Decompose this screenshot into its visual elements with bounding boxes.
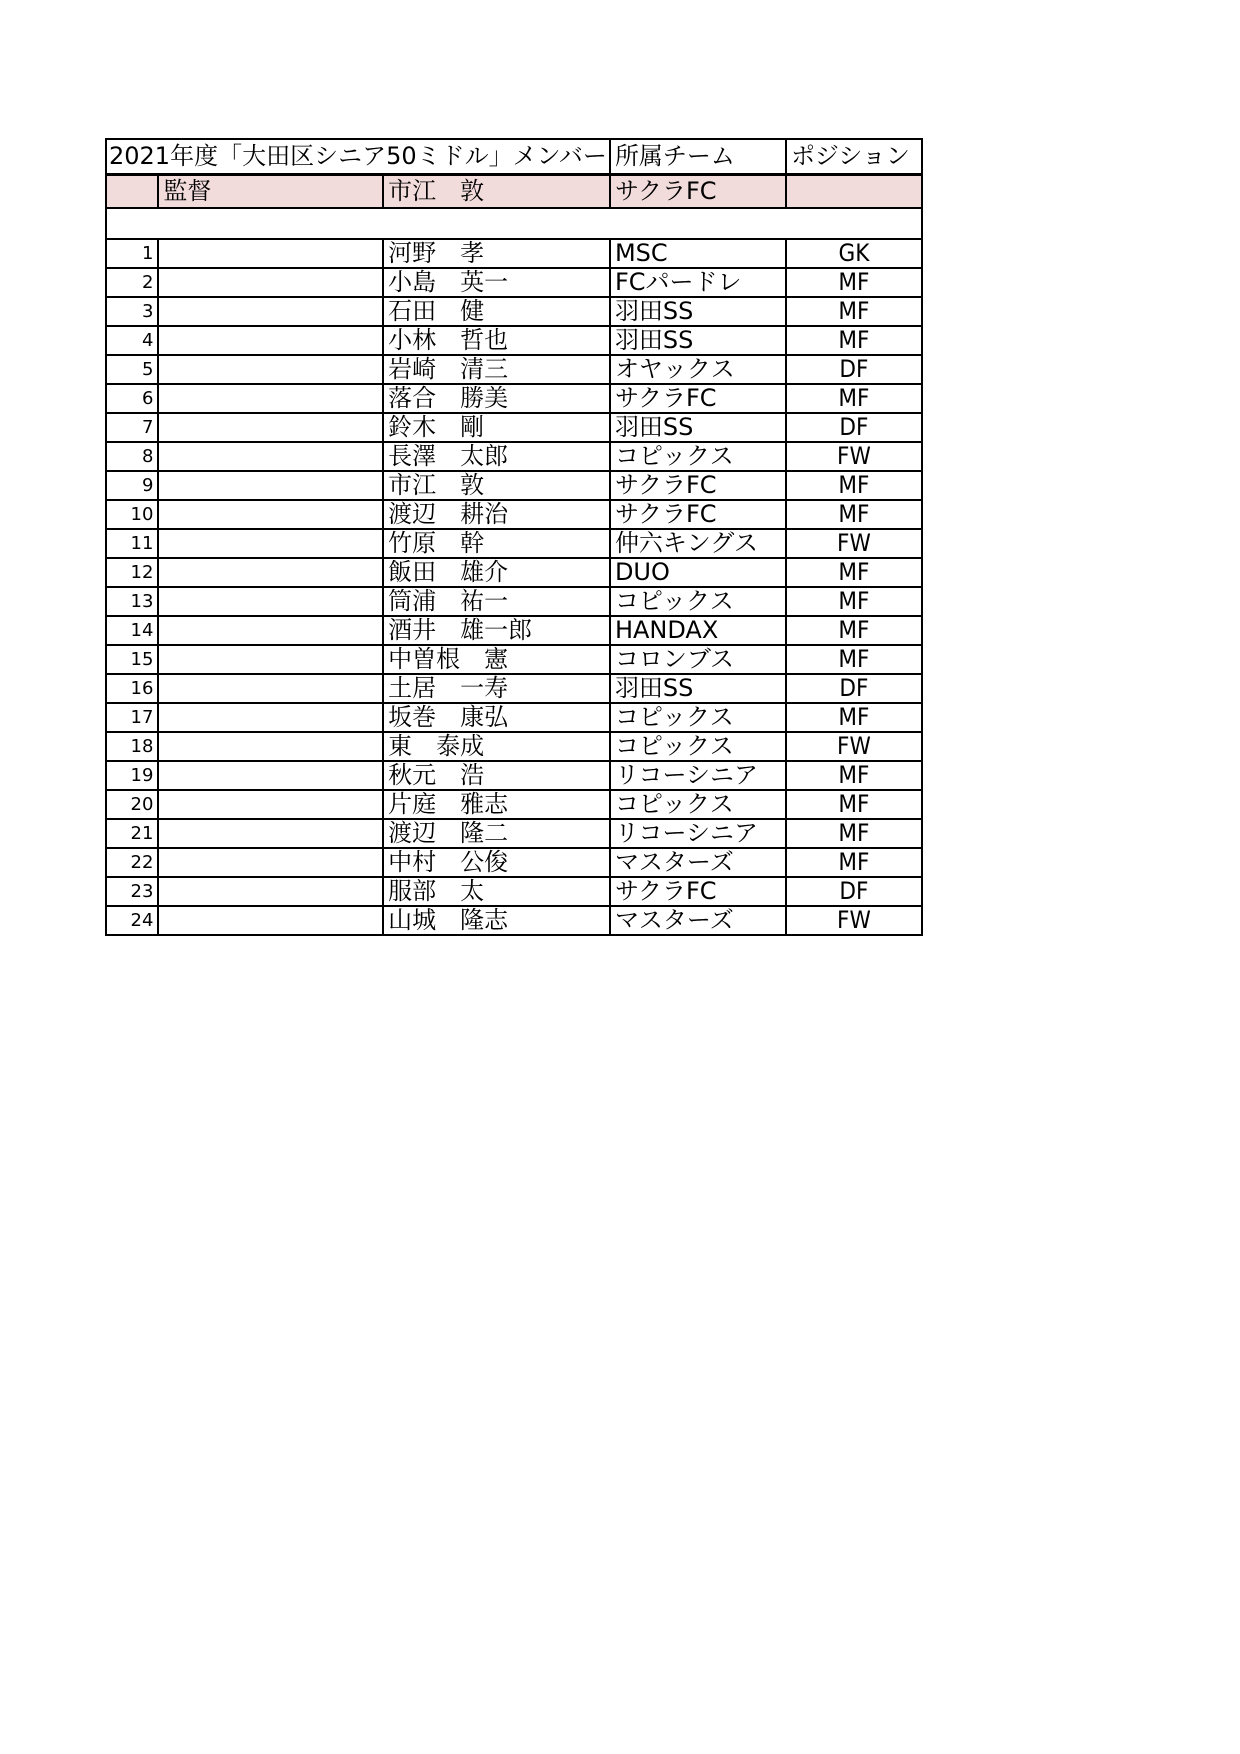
player-number: 17 bbox=[130, 707, 154, 728]
member-table-body bbox=[106, 139, 922, 935]
player-team-cell[interactable] bbox=[610, 645, 786, 674]
player-team-cell[interactable] bbox=[610, 616, 786, 645]
player-role-cell[interactable] bbox=[158, 587, 383, 616]
player-number: 10 bbox=[130, 504, 154, 525]
player-name: 河野 孝 bbox=[388, 239, 485, 267]
player-name: 鈴木 剛 bbox=[388, 413, 485, 441]
player-position-cell[interactable] bbox=[786, 732, 922, 761]
player-role-cell[interactable] bbox=[158, 384, 383, 413]
player-number-cell[interactable] bbox=[106, 732, 158, 761]
player-position: FW bbox=[837, 529, 871, 557]
player-team-cell[interactable] bbox=[610, 326, 786, 355]
player-role-cell[interactable] bbox=[158, 674, 383, 703]
player-role-cell[interactable] bbox=[158, 906, 383, 935]
player-name: 酒井 雄一郎 bbox=[388, 616, 533, 644]
player-team-cell[interactable] bbox=[610, 239, 786, 268]
player-row bbox=[106, 877, 922, 906]
player-team: コロンブス bbox=[614, 645, 734, 673]
player-number-cell[interactable] bbox=[106, 297, 158, 326]
player-row bbox=[106, 645, 922, 674]
player-name: 中村 公俊 bbox=[388, 848, 509, 876]
player-name-cell[interactable] bbox=[383, 442, 610, 471]
player-role-cell[interactable] bbox=[158, 645, 383, 674]
player-number: 18 bbox=[130, 736, 154, 757]
player-number: 1 bbox=[141, 243, 154, 264]
player-team: コピックス bbox=[614, 442, 734, 470]
player-position-cell[interactable] bbox=[786, 529, 922, 558]
player-row bbox=[106, 587, 922, 616]
player-team: サクラFC bbox=[614, 877, 717, 905]
coach-position-cell[interactable] bbox=[786, 175, 922, 209]
player-team-cell[interactable] bbox=[610, 819, 786, 848]
player-number-cell[interactable] bbox=[106, 326, 158, 355]
player-name-cell[interactable] bbox=[383, 239, 610, 268]
player-team: オヤックス bbox=[614, 355, 735, 383]
player-name: 坂巻 康弘 bbox=[388, 703, 509, 731]
player-row bbox=[106, 819, 922, 848]
player-name-cell[interactable] bbox=[383, 761, 610, 790]
player-name-cell[interactable] bbox=[383, 355, 610, 384]
player-role-cell[interactable] bbox=[158, 732, 383, 761]
player-team-cell[interactable] bbox=[610, 442, 786, 471]
player-number-cell[interactable] bbox=[106, 848, 158, 877]
player-number: 6 bbox=[141, 388, 154, 409]
player-role-cell[interactable] bbox=[158, 442, 383, 471]
player-name: 秋元 浩 bbox=[388, 761, 485, 789]
player-number: 19 bbox=[130, 765, 154, 786]
player-number: 5 bbox=[141, 359, 154, 380]
player-name: 土居 一寿 bbox=[388, 674, 509, 702]
player-team: 羽田SS bbox=[614, 297, 694, 325]
player-name-cell[interactable] bbox=[383, 297, 610, 326]
player-row bbox=[106, 848, 922, 877]
player-position-cell[interactable] bbox=[786, 877, 922, 906]
player-role-cell[interactable] bbox=[158, 877, 383, 906]
player-team-cell[interactable] bbox=[610, 500, 786, 529]
player-position: MF bbox=[838, 268, 870, 296]
player-role-cell[interactable] bbox=[158, 848, 383, 877]
player-team-cell[interactable] bbox=[610, 732, 786, 761]
player-position-cell[interactable] bbox=[786, 500, 922, 529]
player-name: 東 泰成 bbox=[388, 732, 485, 760]
player-number-cell[interactable] bbox=[106, 616, 158, 645]
member-table bbox=[105, 138, 923, 936]
player-number-cell[interactable] bbox=[106, 877, 158, 906]
sheet-title-cell[interactable] bbox=[106, 139, 610, 175]
player-role-cell[interactable] bbox=[158, 297, 383, 326]
player-row bbox=[106, 268, 922, 297]
player-number: 23 bbox=[130, 881, 154, 902]
player-position: FW bbox=[837, 906, 871, 934]
player-position: MF bbox=[838, 326, 870, 354]
spacer-row bbox=[106, 208, 922, 239]
coach-team: サクラFC bbox=[614, 177, 717, 205]
player-name: 市江 敦 bbox=[388, 471, 485, 499]
player-name-cell[interactable] bbox=[383, 906, 610, 935]
player-role-cell[interactable] bbox=[158, 819, 383, 848]
player-team: マスターズ bbox=[614, 848, 734, 876]
player-number: 9 bbox=[141, 475, 154, 496]
player-number-cell[interactable] bbox=[106, 703, 158, 732]
coach-role-cell[interactable] bbox=[158, 175, 383, 209]
player-position-cell[interactable] bbox=[786, 297, 922, 326]
player-team: リコーシニア bbox=[614, 819, 758, 847]
player-team: マスターズ bbox=[614, 906, 734, 934]
player-name: 渡辺 耕治 bbox=[388, 500, 509, 528]
player-name: 渡辺 隆二 bbox=[388, 819, 509, 847]
player-number-cell[interactable] bbox=[106, 442, 158, 471]
player-position-cell[interactable] bbox=[786, 819, 922, 848]
player-team-cell[interactable] bbox=[610, 355, 786, 384]
player-role-cell[interactable] bbox=[158, 500, 383, 529]
player-name: 山城 隆志 bbox=[388, 906, 509, 934]
player-role-cell[interactable] bbox=[158, 239, 383, 268]
player-role-cell[interactable] bbox=[158, 529, 383, 558]
player-position-cell[interactable] bbox=[786, 587, 922, 616]
player-name-cell[interactable] bbox=[383, 268, 610, 297]
player-name-cell[interactable] bbox=[383, 645, 610, 674]
player-row bbox=[106, 732, 922, 761]
player-name-cell[interactable] bbox=[383, 732, 610, 761]
player-row bbox=[106, 616, 922, 645]
player-number: 2 bbox=[141, 272, 154, 293]
player-name: 竹原 幹 bbox=[388, 529, 485, 557]
player-number-cell[interactable] bbox=[106, 819, 158, 848]
player-position: DF bbox=[839, 355, 869, 383]
player-number: 11 bbox=[130, 533, 154, 554]
coach-team-cell[interactable] bbox=[610, 175, 786, 209]
player-name-cell[interactable] bbox=[383, 558, 610, 587]
player-number: 15 bbox=[130, 649, 154, 670]
player-team-cell[interactable] bbox=[610, 413, 786, 442]
player-name: 服部 太 bbox=[388, 877, 485, 905]
player-team-cell[interactable] bbox=[610, 384, 786, 413]
player-name-cell[interactable] bbox=[383, 616, 610, 645]
player-number: 3 bbox=[141, 301, 154, 322]
player-number-cell[interactable] bbox=[106, 906, 158, 935]
player-team-cell[interactable] bbox=[610, 529, 786, 558]
player-position-cell[interactable] bbox=[786, 442, 922, 471]
player-position: MF bbox=[838, 558, 870, 586]
player-team-cell[interactable] bbox=[610, 587, 786, 616]
player-row bbox=[106, 442, 922, 471]
player-number-cell[interactable] bbox=[106, 384, 158, 413]
player-position: MF bbox=[838, 790, 870, 818]
player-row bbox=[106, 558, 922, 587]
coach-num-cell[interactable] bbox=[106, 175, 158, 209]
player-name: 小林 哲也 bbox=[388, 326, 509, 354]
player-row bbox=[106, 529, 922, 558]
player-team: サクラFC bbox=[614, 500, 717, 528]
player-number: 20 bbox=[130, 794, 154, 815]
player-row bbox=[106, 674, 922, 703]
player-role-cell[interactable] bbox=[158, 471, 383, 500]
player-name: 岩崎 清三 bbox=[388, 355, 509, 383]
player-role-cell[interactable] bbox=[158, 761, 383, 790]
player-position: MF bbox=[838, 848, 870, 876]
player-role-cell[interactable] bbox=[158, 703, 383, 732]
player-position: MF bbox=[838, 819, 870, 847]
player-team: MSC bbox=[614, 239, 668, 267]
player-position: MF bbox=[838, 297, 870, 325]
player-row bbox=[106, 413, 922, 442]
player-position: DF bbox=[839, 877, 869, 905]
player-team-cell[interactable] bbox=[610, 471, 786, 500]
player-position: MF bbox=[838, 761, 870, 789]
player-position-cell[interactable] bbox=[786, 616, 922, 645]
player-team-cell[interactable] bbox=[610, 558, 786, 587]
player-name-cell[interactable] bbox=[383, 877, 610, 906]
player-name-cell[interactable] bbox=[383, 703, 610, 732]
player-team-cell[interactable] bbox=[610, 906, 786, 935]
player-name: 長澤 太郎 bbox=[388, 442, 509, 470]
player-position-cell[interactable] bbox=[786, 384, 922, 413]
player-number-cell[interactable] bbox=[106, 500, 158, 529]
player-number-cell[interactable] bbox=[106, 239, 158, 268]
player-row bbox=[106, 790, 922, 819]
coach-name: 市江 敦 bbox=[388, 177, 485, 205]
player-team-cell[interactable] bbox=[610, 790, 786, 819]
team-header: 所属チーム bbox=[614, 142, 735, 170]
player-position-cell[interactable] bbox=[786, 848, 922, 877]
player-number: 12 bbox=[130, 562, 154, 583]
player-name: 筒浦 祐一 bbox=[388, 587, 509, 615]
player-number: 14 bbox=[130, 620, 154, 641]
position-header: ポジション bbox=[790, 142, 910, 170]
player-name-cell[interactable] bbox=[383, 674, 610, 703]
player-name-cell[interactable] bbox=[383, 500, 610, 529]
player-role-cell[interactable] bbox=[158, 355, 383, 384]
player-number: 7 bbox=[141, 417, 154, 438]
player-number-cell[interactable] bbox=[106, 471, 158, 500]
player-position: MF bbox=[838, 587, 870, 615]
player-number: 21 bbox=[130, 823, 154, 844]
player-team-cell[interactable] bbox=[610, 703, 786, 732]
player-position-cell[interactable] bbox=[786, 326, 922, 355]
player-row bbox=[106, 239, 922, 268]
player-role-cell[interactable] bbox=[158, 326, 383, 355]
player-team: コピックス bbox=[614, 703, 734, 731]
player-number-cell[interactable] bbox=[106, 268, 158, 297]
player-name: 片庭 雅志 bbox=[388, 790, 509, 818]
player-position-cell[interactable] bbox=[786, 471, 922, 500]
player-name-cell[interactable] bbox=[383, 326, 610, 355]
player-row bbox=[106, 761, 922, 790]
player-number: 13 bbox=[130, 591, 154, 612]
player-name: 小島 英一 bbox=[388, 268, 509, 296]
player-number-cell[interactable] bbox=[106, 413, 158, 442]
player-name-cell[interactable] bbox=[383, 790, 610, 819]
player-team: DUO bbox=[614, 558, 670, 586]
player-number: 16 bbox=[130, 678, 154, 699]
player-position-cell[interactable] bbox=[786, 674, 922, 703]
player-name-cell[interactable] bbox=[383, 848, 610, 877]
player-number-cell[interactable] bbox=[106, 761, 158, 790]
player-row bbox=[106, 384, 922, 413]
player-number-cell[interactable] bbox=[106, 529, 158, 558]
player-position-cell[interactable] bbox=[786, 413, 922, 442]
player-row bbox=[106, 703, 922, 732]
player-number-cell[interactable] bbox=[106, 790, 158, 819]
player-team: 仲六キングス bbox=[614, 529, 758, 557]
player-position: MF bbox=[838, 384, 870, 412]
player-position-cell[interactable] bbox=[786, 268, 922, 297]
player-team: サクラFC bbox=[614, 384, 717, 412]
player-role-cell[interactable] bbox=[158, 268, 383, 297]
player-name-cell[interactable] bbox=[383, 587, 610, 616]
player-team-cell[interactable] bbox=[610, 674, 786, 703]
player-team: コピックス bbox=[614, 732, 734, 760]
player-team-cell[interactable] bbox=[610, 297, 786, 326]
player-position: MF bbox=[838, 500, 870, 528]
player-team: 羽田SS bbox=[614, 326, 694, 354]
player-name-cell[interactable] bbox=[383, 529, 610, 558]
player-role-cell[interactable] bbox=[158, 413, 383, 442]
player-team-cell[interactable] bbox=[610, 877, 786, 906]
player-role-cell[interactable] bbox=[158, 790, 383, 819]
player-name: 落合 勝美 bbox=[388, 384, 509, 412]
player-name: 中曽根 憲 bbox=[388, 645, 509, 673]
spacer-cell[interactable] bbox=[106, 208, 922, 239]
player-row bbox=[106, 500, 922, 529]
player-position-cell[interactable] bbox=[786, 239, 922, 268]
player-position: DF bbox=[839, 413, 869, 441]
player-team: 羽田SS bbox=[614, 674, 694, 702]
player-team: 羽田SS bbox=[614, 413, 694, 441]
player-name-cell[interactable] bbox=[383, 471, 610, 500]
player-name: 飯田 雄介 bbox=[388, 558, 509, 586]
player-position: GK bbox=[838, 239, 870, 267]
player-position: MF bbox=[838, 703, 870, 731]
coach-row bbox=[106, 175, 922, 209]
player-position-cell[interactable] bbox=[786, 790, 922, 819]
player-number-cell[interactable] bbox=[106, 645, 158, 674]
player-role-cell[interactable] bbox=[158, 558, 383, 587]
player-row bbox=[106, 355, 922, 384]
header-row bbox=[106, 139, 922, 175]
player-position-cell[interactable] bbox=[786, 906, 922, 935]
player-team: コピックス bbox=[614, 790, 734, 818]
player-number-cell[interactable] bbox=[106, 587, 158, 616]
player-position-cell[interactable] bbox=[786, 558, 922, 587]
player-number: 8 bbox=[141, 446, 154, 467]
player-team-cell[interactable] bbox=[610, 761, 786, 790]
player-row bbox=[106, 906, 922, 935]
player-name-cell[interactable] bbox=[383, 413, 610, 442]
player-team: リコーシニア bbox=[614, 761, 758, 789]
player-name-cell[interactable] bbox=[383, 819, 610, 848]
player-team: サクラFC bbox=[614, 471, 717, 499]
sheet-title: 2021年度「大田区シニア50ミドル」メンバー bbox=[109, 142, 607, 170]
player-position: MF bbox=[838, 471, 870, 499]
player-team: コピックス bbox=[614, 587, 734, 615]
team-header-cell[interactable] bbox=[610, 139, 786, 175]
player-position-cell[interactable] bbox=[786, 761, 922, 790]
player-number: 4 bbox=[141, 330, 154, 351]
coach-role: 監督 bbox=[163, 177, 212, 205]
player-name: 石田 健 bbox=[388, 297, 485, 325]
player-number-cell[interactable] bbox=[106, 558, 158, 587]
player-team: FCパードレ bbox=[614, 268, 742, 296]
player-row bbox=[106, 297, 922, 326]
player-team-cell[interactable] bbox=[610, 268, 786, 297]
player-number: 24 bbox=[130, 910, 154, 931]
player-number-cell[interactable] bbox=[106, 674, 158, 703]
player-position-cell[interactable] bbox=[786, 355, 922, 384]
player-number: 22 bbox=[130, 852, 154, 873]
player-team: HANDAX bbox=[614, 616, 719, 644]
player-name-cell[interactable] bbox=[383, 384, 610, 413]
player-number-cell[interactable] bbox=[106, 355, 158, 384]
player-team-cell[interactable] bbox=[610, 848, 786, 877]
player-position: MF bbox=[838, 645, 870, 673]
player-position: FW bbox=[837, 732, 871, 760]
player-position: MF bbox=[838, 616, 870, 644]
player-row bbox=[106, 326, 922, 355]
player-role-cell[interactable] bbox=[158, 616, 383, 645]
position-header-cell[interactable] bbox=[786, 139, 922, 175]
player-position: FW bbox=[837, 442, 871, 470]
player-position-cell[interactable] bbox=[786, 703, 922, 732]
coach-name-cell[interactable] bbox=[383, 175, 610, 209]
player-position: DF bbox=[839, 674, 869, 702]
player-row bbox=[106, 471, 922, 500]
player-position-cell[interactable] bbox=[786, 645, 922, 674]
